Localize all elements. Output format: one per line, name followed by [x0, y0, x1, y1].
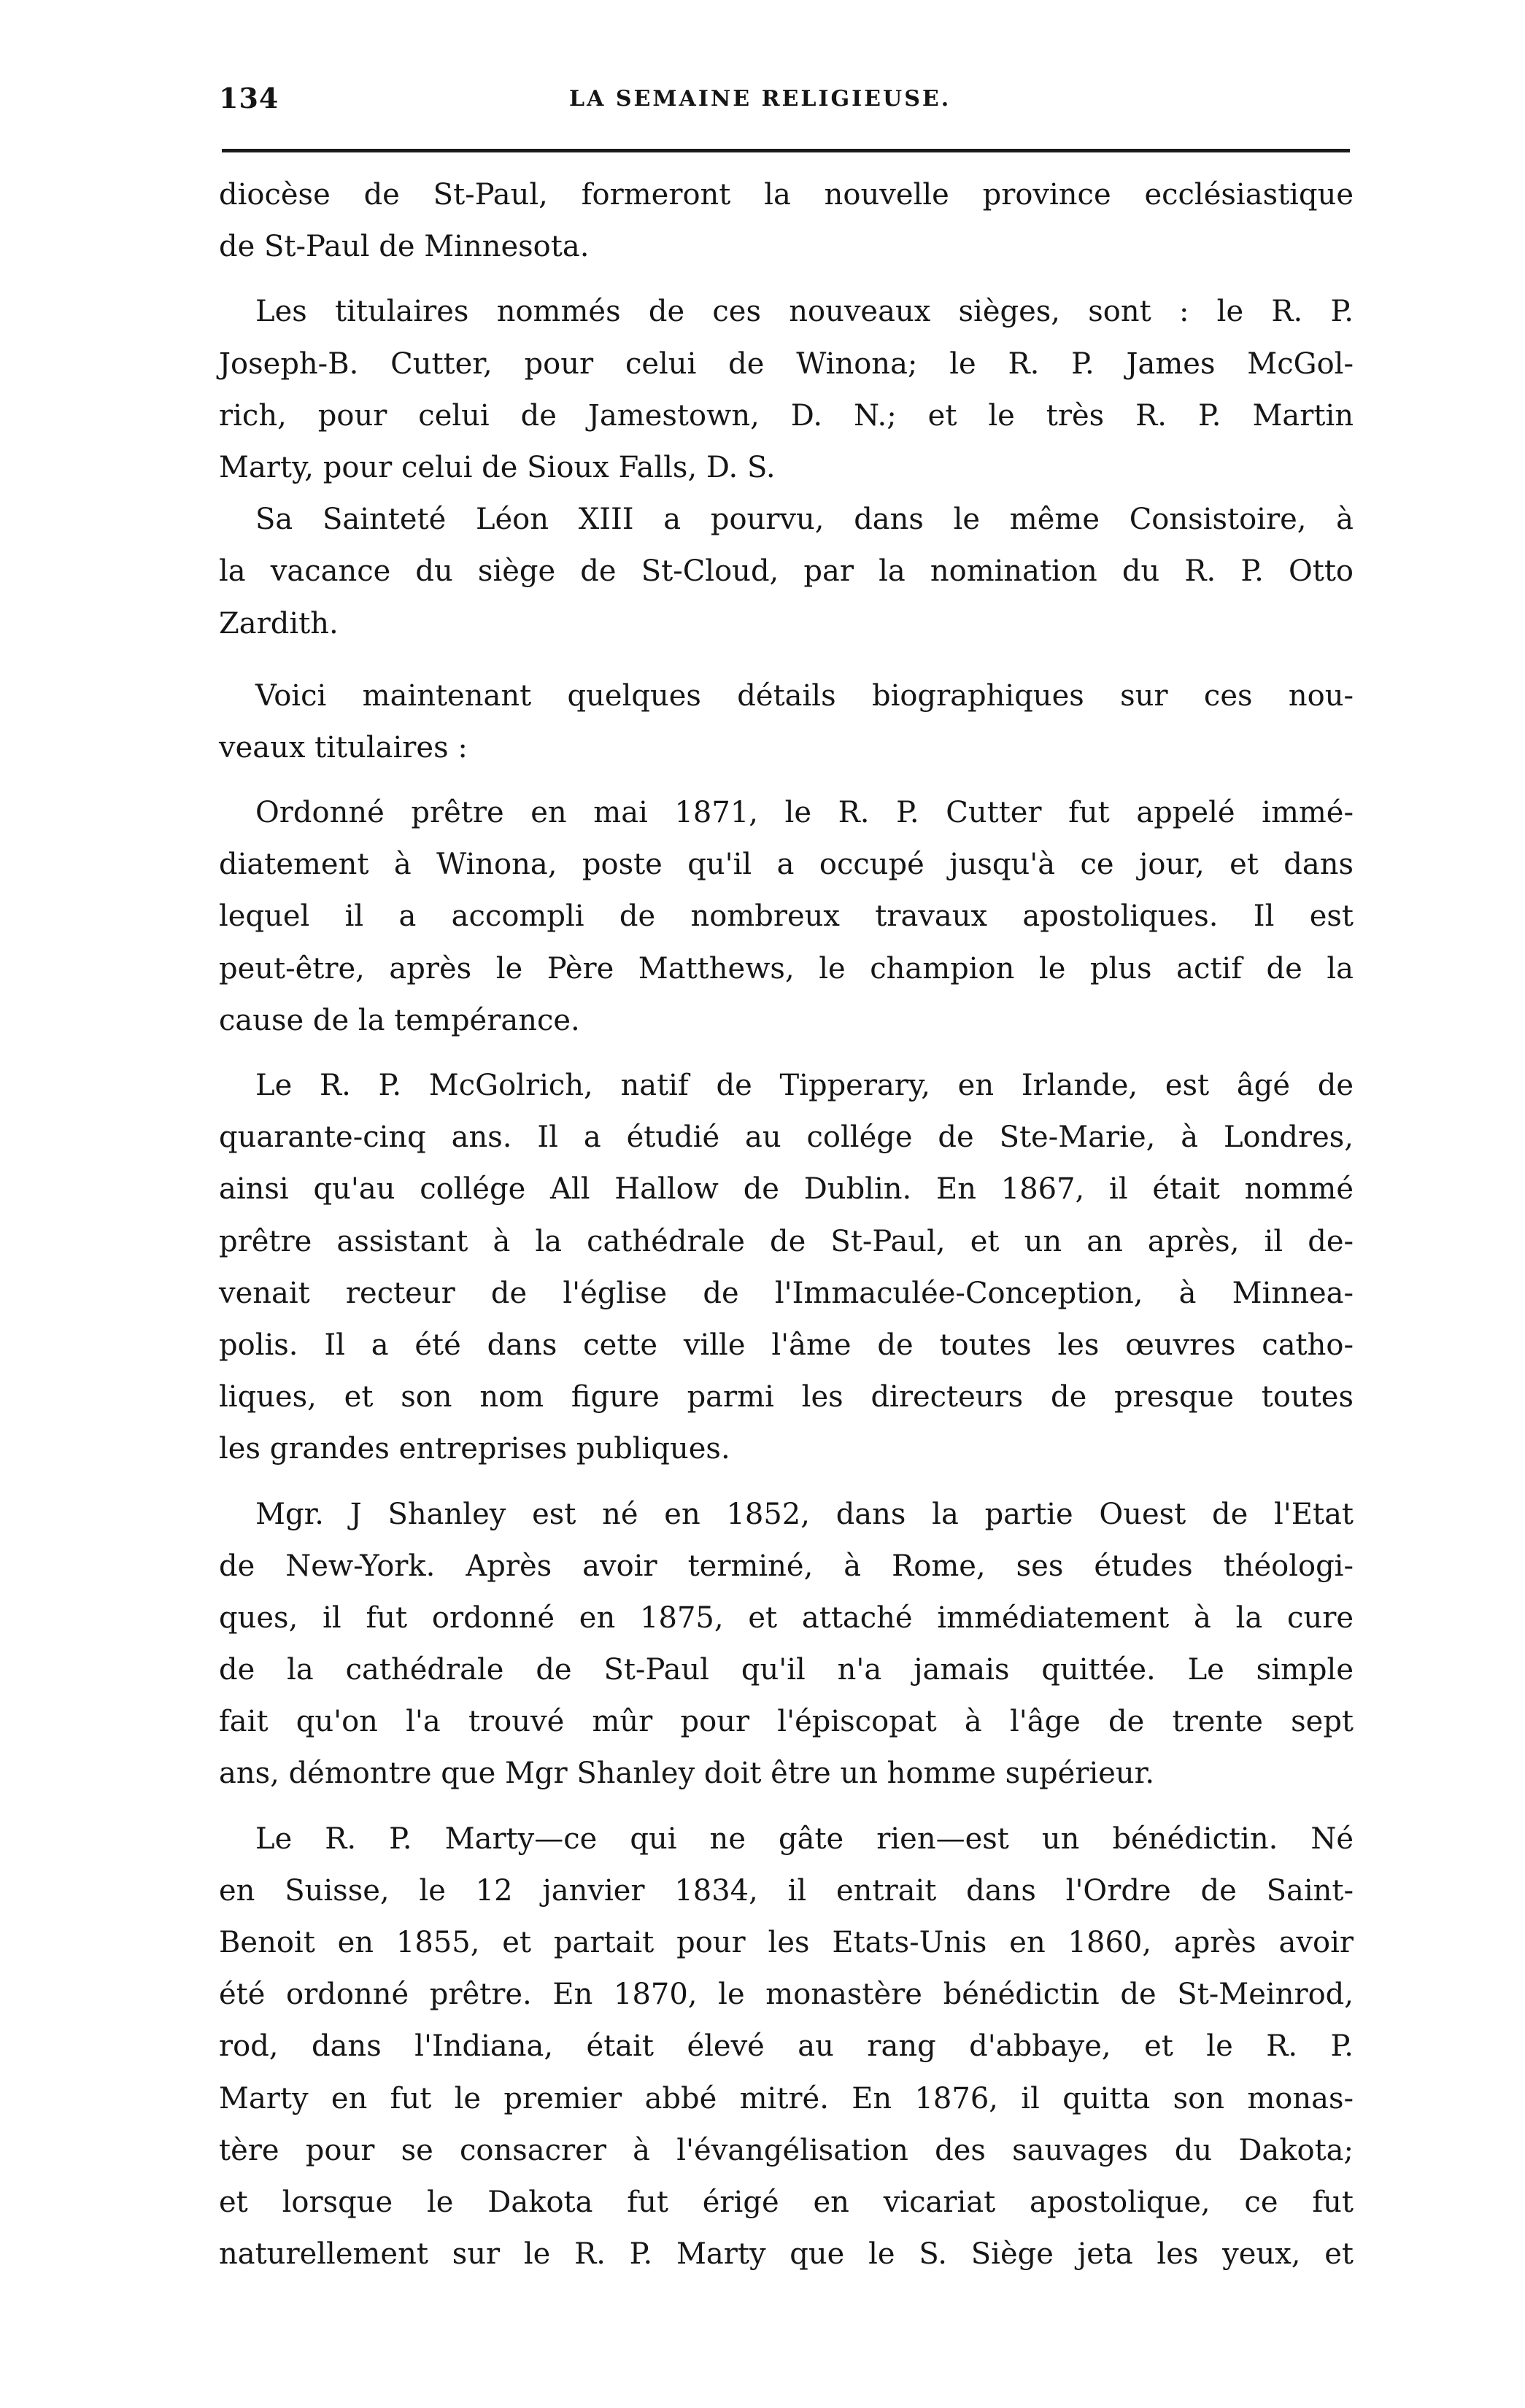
- text-line: naturellement sur le R. P. Marty que le S. Siège jeta les yeux, et: [219, 2237, 1354, 2272]
- text-line: de St-Paul de Minnesota.: [219, 230, 590, 264]
- text-line: fait qu'on l'a trouvé mûr pour l'épiscopat à l'âge de trente sept: [219, 1705, 1354, 1739]
- text-line: été ordonné prêtre. En 1870, le monastère bénédictin de St-Meinrod,: [219, 1978, 1354, 2012]
- running-title: LA SEMAINE RELIGIEUSE.: [569, 86, 951, 112]
- text-line: Benoit en 1855, et partait pour les Etats-Unis en 1860, après avoir: [219, 1926, 1354, 1959]
- text-line: rich, pour celui de Jamestown, D. N.; et le très R. P. Martin: [219, 398, 1354, 433]
- text-line: Zardith.: [219, 606, 339, 640]
- text-line: Joseph-B. Cutter, pour celui de Winona; le R. P. James McGol-: [219, 347, 1354, 381]
- text-line: Mgr. J Shanley est né en 1852, dans la partie Ouest de l'Etat: [255, 1497, 1354, 1531]
- text-line: peut-être, après le Père Matthews, le champion le plus actif de la: [219, 951, 1354, 986]
- text-line: de la cathédrale de St-Paul qu'il n'a jamais quittée. Le simple: [219, 1653, 1354, 1687]
- text-line: prêtre assistant à la cathédrale de St-Paul, et un an après, il de-: [219, 1224, 1354, 1258]
- text-line: diocèse de St-Paul, formeront la nouvelle province ecclésiastique: [219, 178, 1354, 212]
- text-line: Le R. P. Marty—ce qui ne gâte rien—est un bénédictin. Né: [255, 1822, 1354, 1856]
- text-line: ainsi qu'au collége All Hallow de Dublin. En 1867, il était nommé: [219, 1172, 1354, 1207]
- text-line: ques, il fut ordonné en 1875, et attaché immédiatement à la cure: [219, 1600, 1354, 1635]
- text-line: Ordonné prêtre en mai 1871, le R. P. Cutter fut appelé immé-: [255, 796, 1354, 830]
- text-line: Voici maintenant quelques détails biographiques sur ces nou-: [255, 678, 1354, 713]
- page-header: [219, 82, 1350, 125]
- body-text: [219, 169, 1354, 2280]
- header-rule: [222, 149, 1350, 152]
- text-line: Marty en fut le premier abbé mitré. En 1876, il quitta son monas-: [219, 2081, 1354, 2115]
- text-line: Le R. P. McGolrich, natif de Tipperary, en Irlande, est âgé de: [255, 1069, 1354, 1102]
- text-line: polis. Il a été dans cette ville l'âme de toutes les œuvres catho-: [219, 1328, 1354, 1362]
- text-line: liques, et son nom figure parmi les directeurs de presque toutes: [219, 1380, 1354, 1414]
- text-line: ans, démontre que Mgr Shanley doit être un homme supérieur.: [219, 1757, 1155, 1791]
- text-line: diatement à Winona, poste qu'il a occupé jusqu'à ce jour, et dans: [219, 848, 1354, 882]
- text-line: Sa Sainteté Léon XIII a pourvu, dans le même Consistoire, à: [255, 503, 1354, 537]
- text-line: lequel il a accompli de nombreux travaux apostoliques. Il est: [219, 899, 1354, 934]
- text-line: Marty, pour celui de Sioux Falls, D. S.: [219, 450, 776, 484]
- page-number: 134: [219, 82, 279, 115]
- text-line: en Suisse, le 12 janvier 1834, il entrait dans l'Ordre de Saint-: [219, 1873, 1354, 1908]
- text-line: cause de la tempérance.: [219, 1003, 580, 1037]
- text-line: venait recteur de l'église de l'Immaculée-Conception, à Minnea-: [219, 1276, 1354, 1310]
- text-line: les grandes entreprises publiques.: [219, 1432, 730, 1466]
- text-line: la vacance du siège de St-Cloud, par la nomination du R. P. Otto: [219, 554, 1354, 589]
- text-line: et lorsque le Dakota fut érigé en vicariat apostolique, ce fut: [219, 2185, 1354, 2219]
- text-line: de New-York. Après avoir terminé, à Rome, ses études théologi-: [219, 1549, 1354, 1583]
- text-line: Les titulaires nommés de ces nouveaux sièges, sont : le R. P.: [255, 295, 1354, 329]
- text-line: quarante-cinq ans. Il a étudié au collége de Ste-Marie, à Londres,: [219, 1120, 1354, 1155]
- text-line: veaux titulaires :: [219, 730, 468, 764]
- text-line: tère pour se consacrer à l'évangélisation des sauvages du Dakota;: [219, 2133, 1354, 2167]
- text-line: rod, dans l'Indiana, était élevé au rang d'abbaye, et le R. P.: [219, 2029, 1354, 2064]
